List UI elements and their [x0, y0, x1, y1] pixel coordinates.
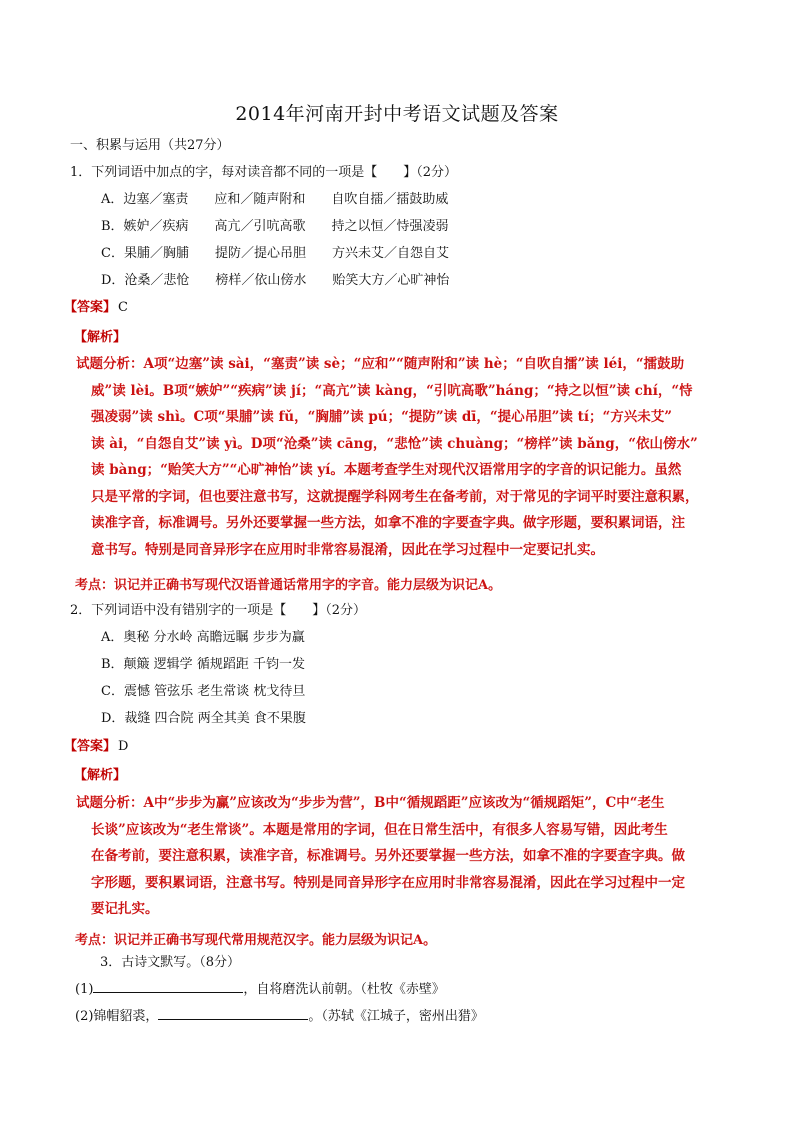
question-1-analysis-label: 【解析】 [74, 330, 127, 345]
analysis-line: 威”读 lèi。B项“嫉妒”“疾病”读 jí；“高亢”读 kàng，“引吭高歌”háng；“持之以恒”读 chí，“恃 [91, 382, 693, 399]
question-1-analysis [76, 351, 736, 563]
analysis-line: 强凌弱”读 shì。C项“果脯”读 fǔ，“胸脯”读 pú；“提防”读 dī，“提心吊胆”读 tí；“方兴未艾” [91, 409, 673, 425]
answer-value: D [118, 739, 129, 754]
answer-value: C [118, 300, 128, 315]
analysis-line: 试题分析：A项“边塞”读 sài，“塞责”读 sè；“应和”“随声附和”读 hè；“自吹自擂”读 léi，“擂鼓助 [76, 356, 685, 372]
question-3-item-1 [75, 980, 445, 999]
answer-blank[interactable] [158, 1007, 308, 1020]
analysis-line: 意书写。特别是同音异形字在应用时非常容易混淆，因此在学习过程中一定要记扎实。 [91, 541, 604, 558]
analysis-line: 读 ài，“自怨自艾”读 yì。D项“沧桑”读 cāng，“悲怆”读 chuàng；“榜样”读 bǎng，“依山傍水” [91, 435, 698, 452]
answer-blank[interactable] [93, 980, 243, 993]
question-2-answer [64, 738, 128, 756]
question-1-stem: 1．下列词语中加点的字，每对读音都不同的一项是【 】（2分） [70, 165, 458, 180]
question-2-analysis [76, 790, 736, 923]
analysis-line: 字形题，要积累词语，注意书写。特别是同音异形字在应用时非常容易混淆，因此在学习过程中一定 [91, 874, 685, 891]
analysis-line: 在备考前，要注意积累，读准字音，标准调号。另外还要掌握一些方法，如拿不准的字要查字典。做 [91, 848, 685, 864]
item-prefix: (2)锦帽貂裘， [75, 1009, 159, 1024]
question-2-option-a: A．奥秘 分水岭 高瞻远瞩 步步为赢 [101, 630, 305, 645]
question-1-option-c: C．果脯／胸脯 提防／提心吊胆 方兴未艾／自怨自艾 [101, 246, 449, 261]
question-2-kaodian: 考点：识记并正确书写现代常用规范汉字。能力层级为识记A。 [75, 933, 437, 948]
analysis-line: 长谈”应该改为“老生常谈”。本题是常用的字词，但在日常生活中，有很多人容易写错，因此考生 [91, 821, 668, 838]
answer-label: 【答案】 [64, 739, 117, 754]
item-prefix: (1) [75, 982, 94, 997]
question-1-option-d: D．沧桑／悲怆 榜样／依山傍水 贻笑大方／心旷神怡 [101, 273, 450, 288]
question-1-option-b: B．嫉妒／疾病 高亢／引吭高歌 持之以恒／恃强凌弱 [101, 219, 449, 234]
section-heading: 一、积累与运用（共27分） [70, 138, 230, 153]
question-1-option-a: A．边塞／塞责 应和／随声附和 自吹自擂／擂鼓助威 [101, 192, 449, 207]
question-2-stem: 2．下列词语中没有错别字的一项是【 】（2分） [70, 603, 367, 618]
item-suffix: ，自将磨洗认前朝。（杜牧《赤壁》 [243, 982, 445, 997]
question-2-option-b: B．颠簸 逻辑学 循规蹈距 千钧一发 [101, 657, 305, 672]
page-title: 2014年河南开封中考语文试题及答案 [235, 103, 559, 125]
analysis-line: 读 bàng；“贻笑大方”“心旷神怡”读 yí。本题考查学生对现代汉语常用字的字音的识记能力。虽然 [91, 462, 682, 478]
question-3-item-2 [75, 1007, 484, 1026]
analysis-line: 试题分析：A中“步步为赢”应该改为“步步为营”，B中“循规蹈距”应该改为“循规蹈矩”，C中“老生 [76, 795, 665, 811]
question-1-kaodian: 考点：识记并正确书写现代汉语普通话常用字的字音。能力层级为识记A。 [75, 578, 502, 593]
question-2-option-c: C．震憾 管弦乐 老生常谈 枕戈待旦 [101, 684, 306, 699]
analysis-line: 只是平常的字词，但也要注意书写，这就提醒学科网考生在备考前，对于常见的字词平时要注意积累， [91, 488, 699, 505]
item-suffix: 。（苏轼《江城子，密州出猎》 [308, 1009, 484, 1024]
question-3-stem: 3．古诗文默写。（8分） [100, 955, 241, 970]
question-2-option-d: D．裁缝 四合院 两全其美 食不果腹 [101, 711, 306, 726]
analysis-line: 要记扎实。 [91, 901, 159, 917]
analysis-line: 读准字音，标准调号。另外还要掌握一些方法，如拿不准的字要查字典。做字形题，要积累词语，注 [91, 515, 685, 531]
answer-label: 【答案】 [64, 300, 117, 315]
question-2-analysis-label: 【解析】 [74, 768, 127, 783]
question-1-answer [64, 299, 128, 317]
